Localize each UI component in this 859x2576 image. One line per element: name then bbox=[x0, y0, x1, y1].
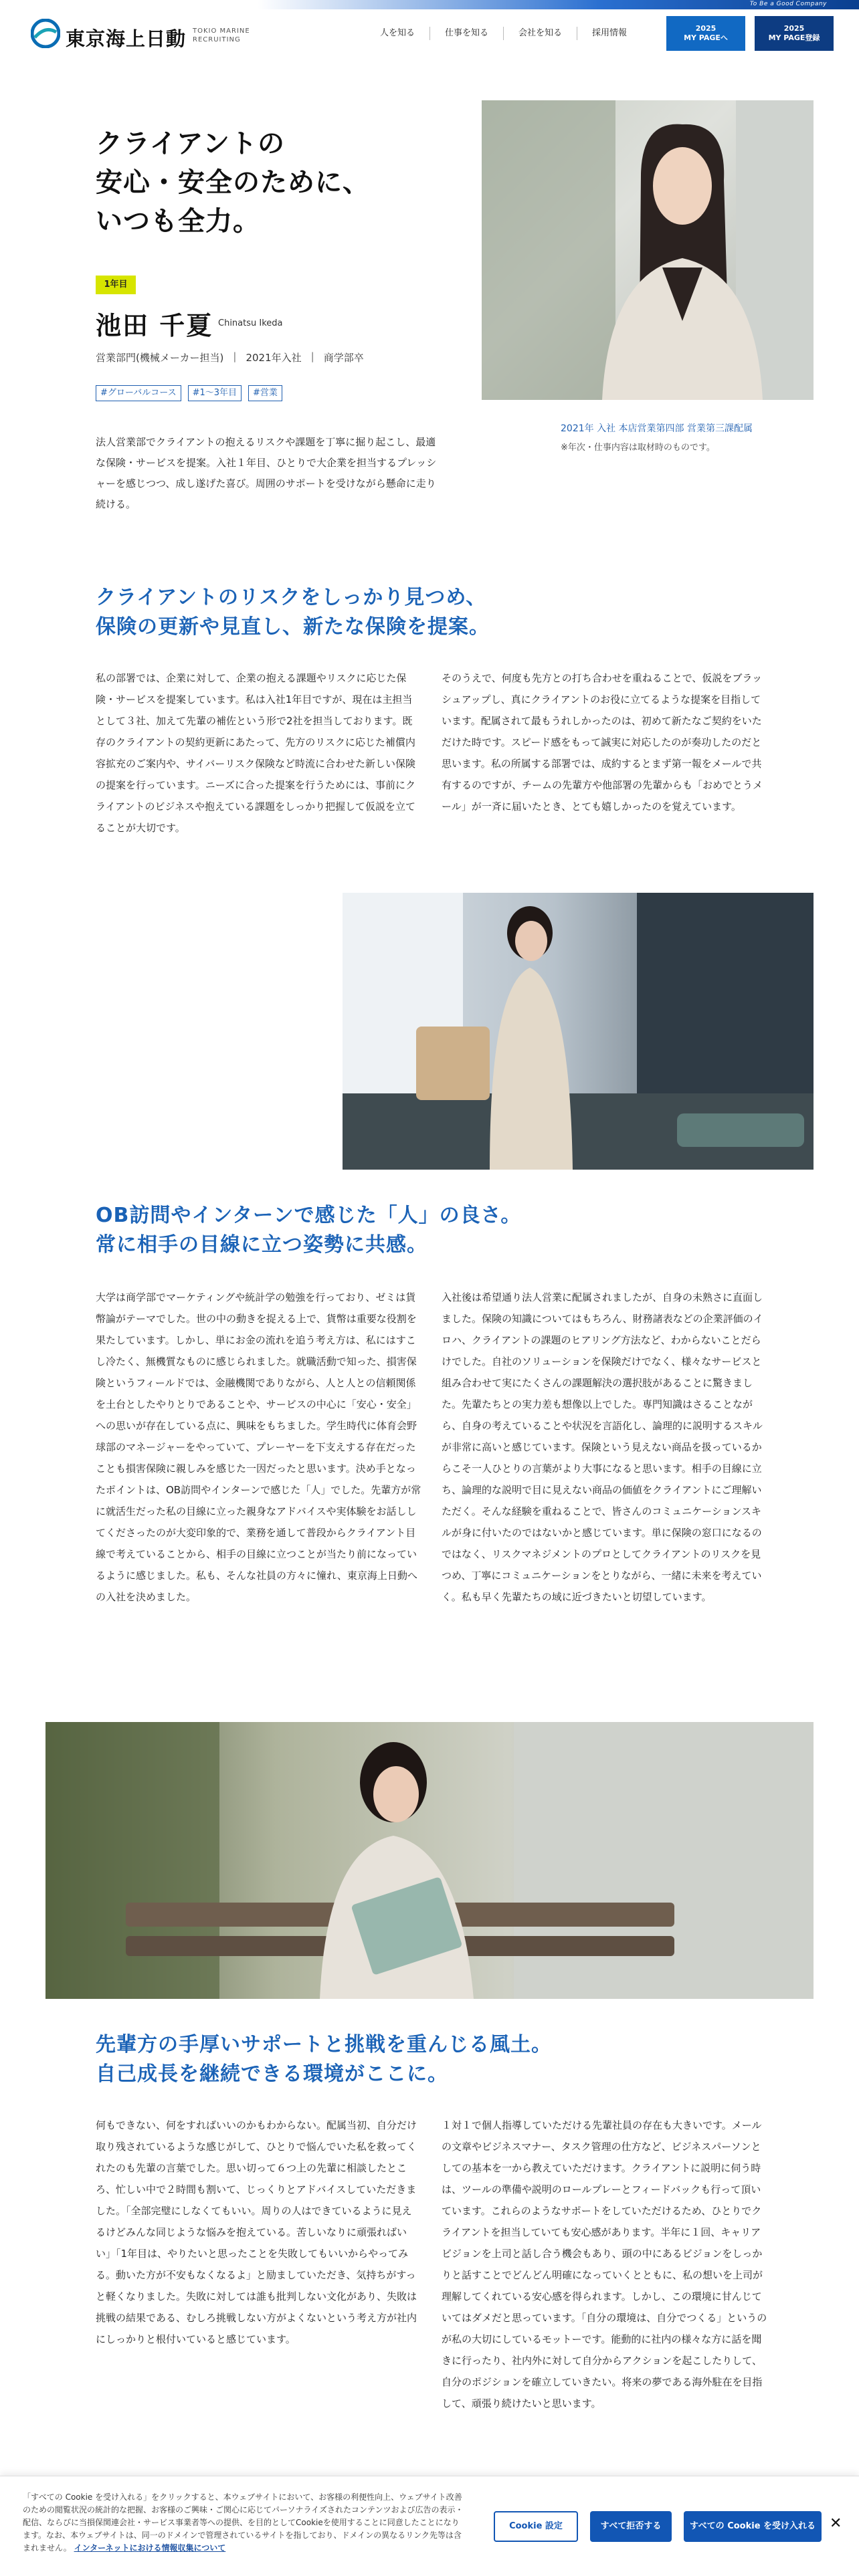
register-button-label: MY PAGE登録 bbox=[768, 33, 820, 42]
main-nav bbox=[365, 27, 642, 40]
office-illustration bbox=[343, 893, 814, 1170]
section-title-line: 保険の更新や見直し、新たな保険を提案。 bbox=[96, 615, 490, 639]
joined-year: 2021年入社 bbox=[246, 352, 302, 364]
register-button-year: 2025 bbox=[783, 24, 805, 33]
cookie-accept-button[interactable]: すべての Cookie を受け入れる bbox=[684, 2511, 822, 2542]
photo-note: ※年次・仕事内容は取材時のものです。 bbox=[561, 443, 715, 453]
hero-title-line: いつも全力。 bbox=[96, 206, 260, 237]
cookie-info-link[interactable]: インターネットにおける情報収集について bbox=[74, 2543, 226, 2553]
section-title bbox=[96, 583, 490, 642]
cookie-settings-button[interactable]: Cookie 設定 bbox=[494, 2511, 578, 2542]
section1-left-text: 私の部署では、企業に対して、企業の抱える課題やリスクに応じた保険・サービスを提案しています。私は入社1年目ですが、現在は主担当として３社、加えて先輩の補佐という形で2社を担当しております。既存のクライアントの契約更新にあたって、先方のリスクに応じた補償内容拡充のご案内や、サイバーリスク保険など時流に合わせた新しい保険の提案を行っています。ニーズに合った提案を行うためには、事前にクライアントのビジネスや抱えている課題をしっかり把握して仮説を立てることが大切です。 bbox=[96, 672, 416, 834]
photo-caption: 2021年 入社 本店営業第四部 営業第三課配属 bbox=[561, 423, 753, 434]
tag-sales[interactable]: #営業 bbox=[248, 385, 282, 401]
section1-right-text: そのうえで、何度も先方との打ち合わせを重ねることで、仮説をブラッシュアップし、真にクライアントのお役に立てるような提案を目指しています。配属されて最もうれしかったのは、初めて新たなご契約をいただけた時です。スピード感をもって誠実に対応したのが奏功したのだと思います。私の所属する部署では、成約するとまず第一報をメールで共有するのですが、チームの先輩方や他部署の先輩からも「おめでとうメール」が一斉に届いたとき、とても嬉しかったのを覚えています。 bbox=[442, 672, 763, 813]
section2-right-text: 入社後は希望通り法人営業に配属されましたが、自身の未熟さに直面しました。保険の知識についてはもちろん、財務諸表などの企業評価のイロハ、クライアントの課題のヒアリング方法など、わからないことだらけでした。自社のソリューションを保険だけでなく、様々なサービスと組み合わせて実にたくさんの課題解決の選択肢があることに驚きました。先輩たちとの実力差も想像以上でした。専門知識はさることながら、自身の考えていることや状況を言語化し、論理的に説明するスキルが非常に高いと感じています。保険という見えない商品を扱っているからこそ一人ひとりの言葉がより大事になると思います。相手の目線に立ち、論理的な説明で目に見えない商品の価値をクライアントにご理解いただく。そんな経験を重ねることで、皆さんのコミュニケーションスキルが身に付いたのではないかと感じています。単に保険の窓口になるのではなく、リスクマネジメントのプロとしてクライアントのリスクを見つめ、丁寧にコミュニケーションをとりながら、一緒に未来を考えていく。私も早く先輩たちの域に近づきたいと切望しています。 bbox=[442, 1291, 763, 1603]
logo-subtext: TOKIO MARINE RECRUITING bbox=[193, 27, 250, 43]
nav-item-people[interactable]: 人を知る bbox=[380, 28, 415, 38]
tag-years[interactable]: #1〜3年目 bbox=[188, 385, 242, 401]
employee-meta bbox=[96, 350, 364, 364]
intro-text: 法人営業部でクライアントの抱えるリスクや課題を丁寧に掘り起こし、最適な保険・サービスを提案。入社１年目、ひとりで大企業を担当するプレッシャーを感じつつ、成し遂げた喜び。周囲のサポートを受けながら懸命に走り続ける。 bbox=[96, 436, 437, 510]
employee-name-en: Chinatsu Ikeda bbox=[218, 318, 283, 328]
section-title-line: 先輩方の手厚いサポートと挑戦を重んじる風土。 bbox=[96, 2033, 552, 2056]
tagline: To Be a Good Company bbox=[749, 1, 827, 7]
cookie-reject-button[interactable]: すべて拒否する bbox=[590, 2511, 672, 2542]
bench-illustration bbox=[45, 1722, 814, 1999]
section-title-line: OB訪問やインターンで感じた「人」の良さ。 bbox=[96, 1204, 522, 1227]
mypage-button-label: MY PAGEへ bbox=[684, 33, 728, 42]
hero-title-line: 安心・安全のために、 bbox=[96, 167, 370, 198]
site-header bbox=[0, 9, 859, 59]
meta-separator: | bbox=[310, 350, 314, 362]
cookie-description: 「すべての Cookie を受け入れる」をクリックすると、本ウェブサイトにおいて、お客様の利便性向上、ウェブサイト改善のための閲覧状況の統計的な把握、お客様のご興味・ご関心に応じてパーソナライズされたコンテンツおよび広告の表示・配信、ならびに当損保関連会社・サービス事業者等への提供、を目的としてCookieを使用することに同意したことになります。なお、本ウェブサイトは、同一のドメインで管理されているサイトを指しており、ドメインの異なるリンク先等は含まれません。 bbox=[23, 2492, 464, 2553]
section-title bbox=[96, 2030, 552, 2089]
mypage-button[interactable] bbox=[666, 16, 745, 51]
section-title-line: 常に相手の目線に立つ姿勢に共感。 bbox=[96, 1233, 427, 1257]
meta-separator: | bbox=[233, 350, 237, 362]
nav-item-recruit[interactable]: 採用情報 bbox=[577, 27, 642, 40]
close-icon[interactable]: ✕ bbox=[830, 2515, 842, 2532]
year-badge: 1年目 bbox=[96, 276, 136, 294]
section-title-line: クライアントのリスクをしっかり見つめ、 bbox=[96, 586, 487, 609]
mypage-button-year: 2025 bbox=[695, 24, 717, 33]
department: 営業部門(機械メーカー担当) bbox=[96, 352, 224, 364]
cookie-text bbox=[23, 2491, 464, 2555]
section3-right-text: １対１で個人指導していただける先輩社員の存在も大きいです。メールの文章やビジネスマナー、タスク管理の仕方など、ビジネスパーソンとしての基本を一から教えていただけます。クライアントに説明に伺う時は、ツールの準備や説明のロールプレーとフィードバックも行って頂いています。これらのようなサポートをしていただけるため、ひとりでクライアントを担当していても安心感があります。半年に１回、キャリアビジョンを上司と話し合う機会もあり、頭の中にあるビジョンをしっかりと話すことでどんどん明確になっていくとともに、私の想いを上司が理解してくれている安心感を得られます。しかし、この環境に甘んじていてはダメだと思っています。「自分の環境は、自分でつくる」というのが私の大切にしているモットーです。能動的に社内の様々な方に話を聞きに行ったり、社内外に対して自分からアクションを起こしたりして、自分のポジションを確立していきたい。将来の夢である海外駐在を目指して、頑張り続けたいと思います。 bbox=[442, 2119, 767, 2409]
tag-list bbox=[96, 385, 282, 401]
hero-title-line: クライアントの bbox=[96, 128, 285, 159]
section3-left-text: 何もできない、何をすればいいのかもわからない。配属当初、自分だけ取り残されているような感じがして、ひとりで悩んでいた私を救ってくれたのも先輩の言葉でした。思い切って６つ上の先輩に相談したところ、忙しい中で２時間も割いて、じっくりとアドバイスしていただきました。「全部完璧にしなくてもいい。周りの人はできているように見えるけどみんな同じような悩みを抱えている。苦しいなりに頑張ればいい」「1年目は、やりたいと思ったことを失敗してもいいからやってみる。動いた方が不安もなくなるよ」と励ましていただき、気持ちがすっと軽くなりました。失敗に対しては誰も批判しない文化があり、失敗は挑戦の結果である、むしろ挑戦しない方がよくないという考え方が社内にしっかりと根付いていると感じています。 bbox=[96, 2119, 417, 2345]
employee-portrait-photo bbox=[482, 100, 814, 400]
hero-title bbox=[96, 124, 370, 241]
section-title-line: 自己成長を継続できる環境がここに。 bbox=[96, 2062, 448, 2086]
cookie-banner bbox=[0, 2476, 859, 2576]
faculty: 商学部卒 bbox=[323, 352, 364, 364]
section-title bbox=[96, 1201, 521, 1260]
top-strip bbox=[0, 0, 859, 9]
nav-item-work[interactable]: 仕事を知る bbox=[430, 27, 503, 40]
nav-item-company[interactable]: 会社を知る bbox=[503, 27, 577, 40]
portrait-illustration bbox=[482, 100, 814, 400]
office-walking-photo bbox=[343, 893, 814, 1170]
bench-tablet-photo bbox=[45, 1722, 814, 1999]
mypage-register-button[interactable] bbox=[755, 16, 834, 51]
section2-left-text: 大学は商学部でマーケティングや統計学の勉強を行っており、ゼミは貨幣論がテーマでした。世の中の動きを捉える上で、貨幣は重要な役割を果たしています。しかし、単にお金の流れを追う考え方は、私にはすこし冷たく、無機質なものに感じられました。就職活動で知った、損害保険というフィールドでは、金融機関でありながら、人と人との信頼関係を土台としたやりとりであることや、サービスの中心に「安心・安全」への思いが存在している点に、興味をもちました。学生時代に体育会野球部のマネージャーをやっていて、プレーヤーを下支えする存在だったことも損害保険に親しみを感じた一因だったと思います。決め手となったポイントは、OB訪問やインターンで感じた「人」でした。先輩方が常に就活生だった私の目線に立った親身なアドバイスや実体験をお話ししてくださったのが大変印象的で、業務を通して普段からクライアント目線で考えていることから、相手の目線に立つことが当たり前になっているように感じました。私も、そんな社員の方々に憧れ、東京海上日動への入社を決めました。 bbox=[96, 1291, 421, 1603]
tag-global-course[interactable]: #グローバルコース bbox=[96, 385, 181, 401]
employee-name: 池田 千夏 bbox=[96, 311, 213, 340]
company-logo-icon[interactable] bbox=[31, 19, 60, 48]
logo-text[interactable]: 東京海上日動 bbox=[66, 27, 187, 50]
